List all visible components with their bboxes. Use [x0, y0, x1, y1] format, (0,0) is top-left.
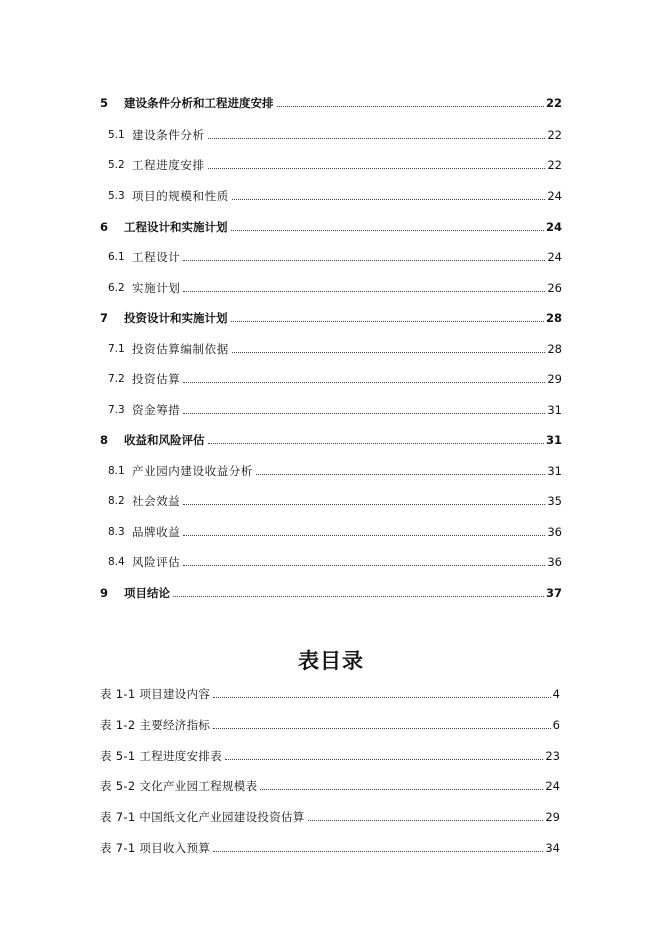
toc-number: 7.2 — [108, 373, 125, 385]
toc-page: 36 — [547, 525, 562, 539]
leader-dots — [183, 260, 545, 261]
leader-dots — [183, 565, 545, 566]
leader-dots — [173, 596, 544, 597]
toc-chapter-5[interactable] — [100, 92, 562, 110]
toc-title: 风险评估 — [132, 555, 181, 569]
table-entry-page: 24 — [545, 779, 560, 793]
leader-dots — [225, 759, 543, 760]
toc-page: 28 — [545, 311, 562, 325]
leader-dots — [183, 382, 545, 383]
table-entry-title: 表 1-2 主要经济指标 — [100, 718, 211, 732]
toc-section-5-2[interactable] — [100, 154, 562, 172]
leader-dots — [231, 230, 544, 231]
toc-section-6-1[interactable] — [100, 246, 562, 264]
leader-dots — [213, 697, 550, 698]
toc-number: 5.1 — [108, 129, 125, 141]
toc-number: 9 — [100, 586, 109, 600]
toc-page: 29 — [547, 372, 562, 386]
toc-number: 5 — [100, 96, 109, 110]
leader-dots — [183, 504, 545, 505]
toc-title: 投资设计和实施计划 — [124, 311, 228, 325]
toc-section-7-2[interactable] — [100, 368, 562, 386]
toc-title: 实施计划 — [132, 281, 181, 295]
toc-page: 35 — [547, 494, 562, 508]
table-list-entry[interactable] — [100, 714, 560, 732]
leader-dots — [232, 352, 546, 353]
leader-dots — [231, 321, 544, 322]
toc-title: 投资估算 — [132, 372, 181, 386]
toc-title: 品牌收益 — [132, 525, 181, 539]
toc-title: 工程进度安排 — [132, 158, 205, 172]
toc-number: 7 — [100, 311, 109, 325]
table-entry-page: 4 — [552, 687, 560, 701]
toc-chapter-9[interactable] — [100, 582, 562, 600]
leader-dots — [183, 535, 545, 536]
toc-title: 投资估算编制依据 — [132, 342, 229, 356]
toc-page: 22 — [545, 96, 562, 110]
toc-chapter-6[interactable] — [100, 216, 562, 234]
toc-page: 28 — [547, 342, 562, 356]
toc-title: 社会效益 — [132, 494, 181, 508]
toc-page: 24 — [545, 220, 562, 234]
table-entry-title: 表 7-1 项目收入预算 — [100, 841, 211, 855]
toc-title: 工程设计和实施计划 — [124, 220, 228, 234]
leader-dots — [308, 820, 544, 821]
toc-page: 24 — [547, 189, 562, 203]
toc-page: 26 — [547, 281, 562, 295]
list-of-tables-heading: 表目录 — [298, 649, 364, 673]
toc-section-8-4[interactable] — [100, 551, 562, 569]
table-list-entry[interactable] — [100, 837, 560, 855]
toc-number: 6 — [100, 220, 109, 234]
toc-page: 31 — [547, 464, 562, 478]
toc-number: 7.3 — [108, 404, 125, 416]
toc-chapter-8[interactable] — [100, 429, 562, 447]
toc-page: 24 — [547, 250, 562, 264]
leader-dots — [183, 291, 545, 292]
leader-dots — [232, 199, 546, 200]
leader-dots — [208, 168, 546, 169]
table-list-entry[interactable] — [100, 806, 560, 824]
table-entry-page: 6 — [552, 718, 560, 732]
table-entry-page: 23 — [545, 749, 560, 763]
toc-section-6-2[interactable] — [100, 277, 562, 295]
table-list-entry[interactable] — [100, 775, 560, 793]
leader-dots — [256, 474, 545, 475]
toc-page: 36 — [547, 555, 562, 569]
toc-section-7-1[interactable] — [100, 338, 562, 356]
toc-page: 22 — [547, 158, 562, 172]
toc-number: 6.2 — [108, 282, 125, 294]
toc-title: 资金筹措 — [132, 403, 181, 417]
toc-page: 22 — [547, 128, 562, 142]
toc-page: 31 — [545, 433, 562, 447]
table-entry-page: 29 — [545, 810, 560, 824]
leader-dots — [260, 789, 543, 790]
table-list-entry[interactable] — [100, 745, 560, 763]
toc-section-5-1[interactable] — [100, 124, 562, 142]
leader-dots — [208, 138, 546, 139]
toc-section-8-2[interactable] — [100, 490, 562, 508]
leader-dots — [208, 443, 544, 444]
toc-number: 6.1 — [108, 251, 125, 263]
toc-title: 建设条件分析和工程进度安排 — [124, 96, 274, 110]
toc-page: 31 — [547, 403, 562, 417]
toc-number: 8 — [100, 433, 109, 447]
toc-page: 37 — [545, 586, 562, 600]
leader-dots — [213, 728, 550, 729]
toc-title: 收益和风险评估 — [124, 433, 205, 447]
leader-dots — [213, 851, 543, 852]
toc-title: 建设条件分析 — [132, 128, 205, 142]
table-entry-title: 表 1-1 项目建设内容 — [100, 687, 211, 701]
leader-dots — [277, 106, 544, 107]
toc-number: 8.4 — [108, 556, 125, 568]
toc-number: 5.2 — [108, 159, 125, 171]
table-entry-title: 表 5-2 文化产业园工程规模表 — [100, 779, 258, 793]
toc-chapter-7[interactable] — [100, 307, 562, 325]
toc-number: 5.3 — [108, 190, 125, 202]
toc-section-7-3[interactable] — [100, 399, 562, 417]
toc-section-8-3[interactable] — [100, 521, 562, 539]
toc-title: 工程设计 — [132, 250, 181, 264]
toc-number: 7.1 — [108, 343, 125, 355]
table-entry-title: 表 5-1 工程进度安排表 — [100, 749, 222, 763]
table-entry-page: 34 — [545, 841, 560, 855]
toc-title: 产业园内建设收益分析 — [132, 464, 253, 478]
leader-dots — [183, 413, 545, 414]
toc-number: 8.1 — [108, 465, 125, 477]
table-entry-title: 表 7-1 中国纸文化产业园建设投资估算 — [100, 810, 305, 824]
toc-title: 项目的规模和性质 — [132, 189, 229, 203]
toc-section-5-3[interactable] — [100, 185, 562, 203]
toc-title: 项目结论 — [124, 586, 170, 600]
toc-section-8-1[interactable] — [100, 460, 562, 478]
toc-number: 8.3 — [108, 526, 125, 538]
table-list-entry[interactable] — [100, 683, 560, 701]
toc-number: 8.2 — [108, 495, 125, 507]
